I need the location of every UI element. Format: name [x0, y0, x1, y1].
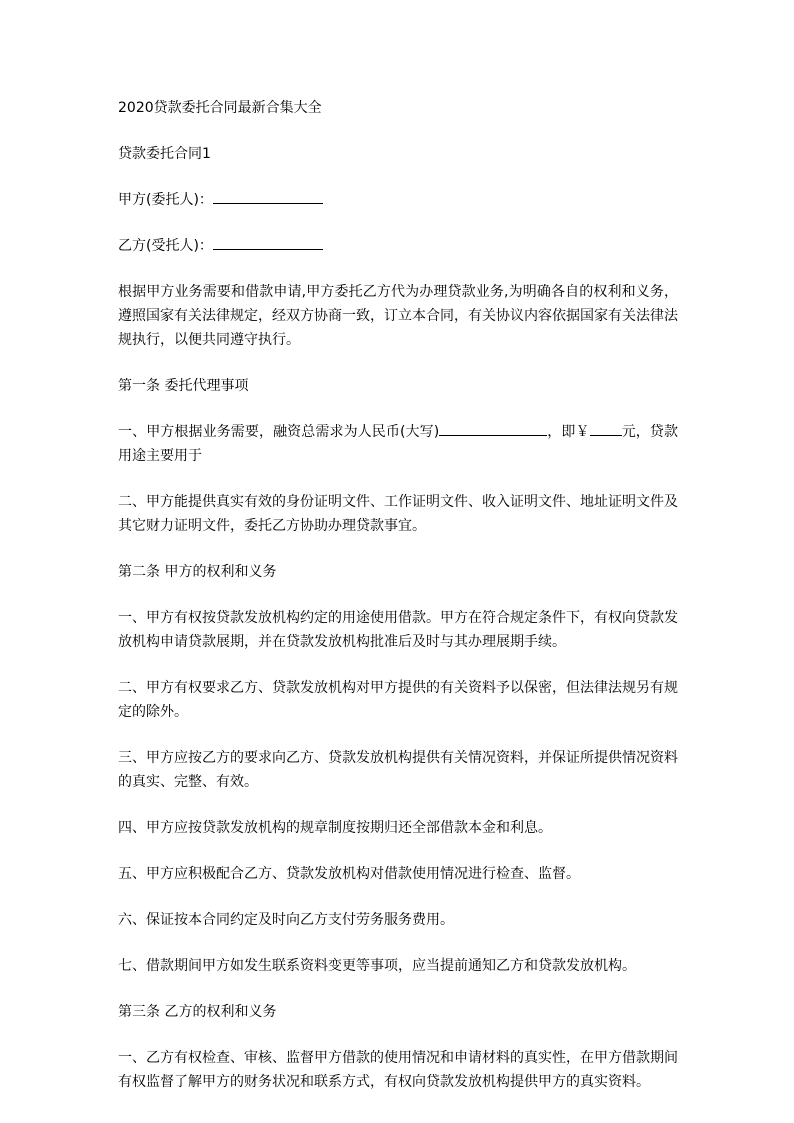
article-3-item-1: 一、乙方有权检查、审核、监督甲方借款的使用情况和申请材料的真实性，在甲方借款期间有权监督了解甲方的财务状况和联系方式，有权向贷款发放机构提供甲方的真实资料。: [118, 1050, 678, 1090]
article-3-heading: 第三条 乙方的权利和义务: [118, 1004, 277, 1020]
article-2-item: 五、甲方应积极配合乙方、贷款发放机构对借款使用情况进行检查、监督。: [118, 866, 580, 882]
article-2-item: 三、甲方应按乙方的要求向乙方、贷款发放机构提供有关情况资料，并保证所提供情况资料的真实、完整、有效。: [118, 750, 678, 790]
contract-subtitle: 贷款委托合同1: [118, 146, 211, 162]
party-a-line: [118, 188, 678, 212]
article-2-item: 四、甲方应按贷款发放机构的规章制度按期归还全部借款本金和利息。: [118, 820, 552, 836]
amount-words-blank: [439, 421, 547, 436]
article-1-item-1-text-a: 一、甲方根据业务需要，融资总需求为人民币(大写): [118, 424, 440, 440]
party-b-line: [118, 234, 678, 258]
document-body: [118, 96, 678, 1116]
article-1-item-1-text-c: 元，贷款用途主要用于: [118, 424, 679, 464]
party-a-blank: [213, 189, 323, 204]
party-b-blank: [213, 235, 323, 250]
article-1-heading: 第一条 委托代理事项: [118, 378, 249, 394]
article-2-item: 七、借款期间甲方如发生联系资料变更等事项，应当提前通知乙方和贷款发放机构。: [118, 958, 636, 974]
party-b-label: 乙方(受托人)：: [118, 238, 213, 254]
article-2-heading: 第二条 甲方的权利和义务: [118, 564, 277, 580]
article-1-item-2: 二、甲方能提供真实有效的身份证明文件、工作证明文件、收入证明文件、地址证明文件及其它财力证明文件，委托乙方协助办理贷款事宜。: [118, 494, 678, 534]
document-title: 2020贷款委托合同最新合集大全: [118, 100, 322, 116]
amount-number-blank: [590, 421, 622, 436]
article-2-item: 一、甲方有权按贷款发放机构约定的用途使用借款。甲方在符合规定条件下，有权向贷款发放机构申请贷款展期，并在贷款发放机构批准后及时与其办理展期手续。: [118, 610, 678, 650]
intro-paragraph: 根据甲方业务需要和借款申请,甲方委托乙方代为办理贷款业务,为明确各自的权利和义务，遵照国家有关法律规定，经双方协商一致，订立本合同，有关协议内容依据国家有关法律法规执行，以便共同遵守执行。: [118, 284, 678, 348]
article-1-item-1: [118, 420, 678, 468]
party-a-label: 甲方(委托人)：: [118, 192, 213, 208]
article-2-item: 二、甲方有权要求乙方、贷款发放机构对甲方提供的有关资料予以保密，但法律法规另有规定的除外。: [118, 680, 678, 720]
article-1-item-1-text-b: ，即￥: [547, 424, 590, 440]
article-2-item: 六、保证按本合同约定及时向乙方支付劳务服务费用。: [118, 912, 454, 928]
